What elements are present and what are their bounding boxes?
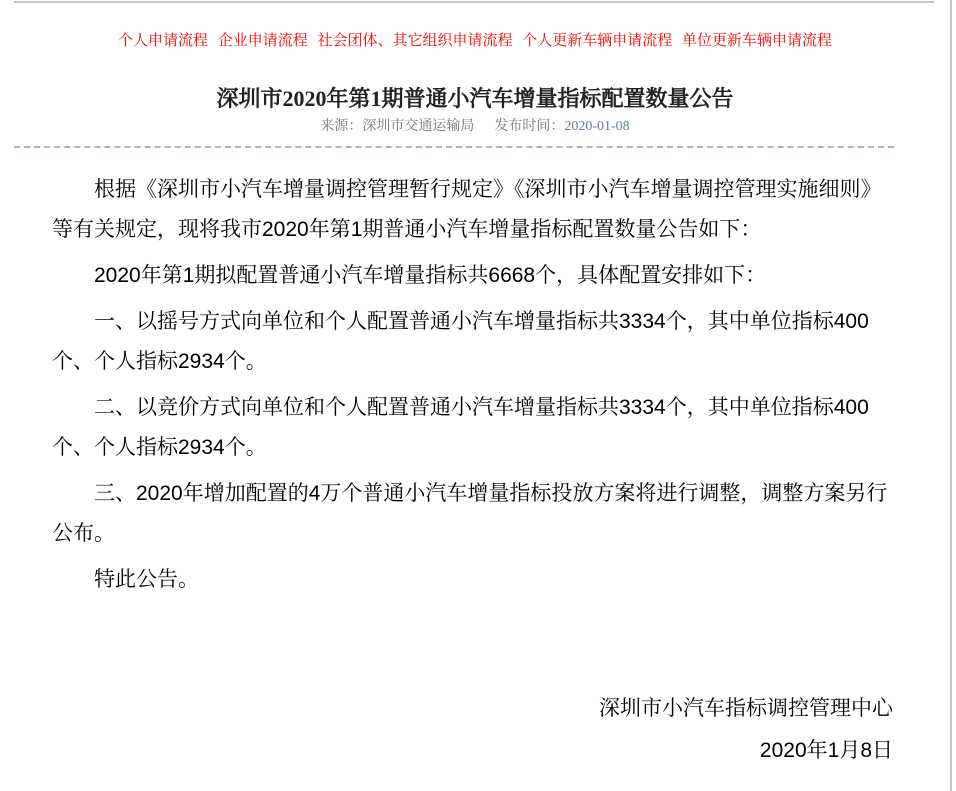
- article-paragraph-basis: 根据《深圳市小汽车增量调控管理暂行规定》《深圳市小汽车增量调控管理实施细则》等有关规定，现将我市2020年第1期普通小汽车增量指标配置数量公告如下：: [52, 178, 882, 241]
- dashed-divider: [14, 146, 894, 148]
- nav-link-personal-apply[interactable]: 个人申请流程: [117, 33, 208, 49]
- signature-org: 深圳市小汽车指标调控管理中心: [599, 697, 893, 720]
- process-links-nav: [0, 33, 950, 49]
- article-body: [52, 170, 890, 600]
- publish-block: [494, 119, 629, 134]
- page-title: 深圳市2020年第1期普通小汽车增量指标配置数量公告: [216, 86, 734, 111]
- nav-link-personal-vehicle-renewal[interactable]: 个人更新车辆申请流程: [522, 33, 673, 49]
- article-paragraph-total-quota: 2020年第1期拟配置普通小汽车增量指标共6668个，具体配置安排如下：: [94, 264, 767, 287]
- page-top-border: [14, 1, 934, 3]
- article-meta: [0, 119, 950, 135]
- signature-date: 2020年1月8日: [759, 739, 893, 762]
- source-label: 来源：: [320, 119, 363, 134]
- nav-link-organization-apply[interactable]: 社会团体、其它组织申请流程: [317, 33, 513, 49]
- source-block: [320, 119, 474, 134]
- article-paragraph-auction: 二、以竞价方式向单位和个人配置普通小汽车增量指标共3334个，其中单位指标400个、个人指标2934个。: [52, 396, 869, 459]
- signature-block: [0, 600, 950, 772]
- article-paragraph-lottery: 一、以摇号方式向单位和个人配置普通小汽车增量指标共3334个，其中单位指标400个、个人指标2934个。: [52, 310, 869, 373]
- publish-date: 2020-01-08: [564, 119, 630, 134]
- nav-link-unit-vehicle-renewal[interactable]: 单位更新车辆申请流程: [682, 33, 833, 49]
- page-right-border: [950, 0, 952, 791]
- article-paragraph-closing: 特此公告。: [94, 568, 199, 591]
- nav-link-enterprise-apply[interactable]: 企业申请流程: [217, 33, 308, 49]
- article-paragraph-adjustment: 三、2020年增加配置的4万个普通小汽车增量指标投放方案将进行调整，调整方案另行公布。: [52, 482, 888, 545]
- publish-label: 发布时间：: [494, 119, 565, 134]
- source-value: 深圳市交通运输局: [362, 119, 475, 134]
